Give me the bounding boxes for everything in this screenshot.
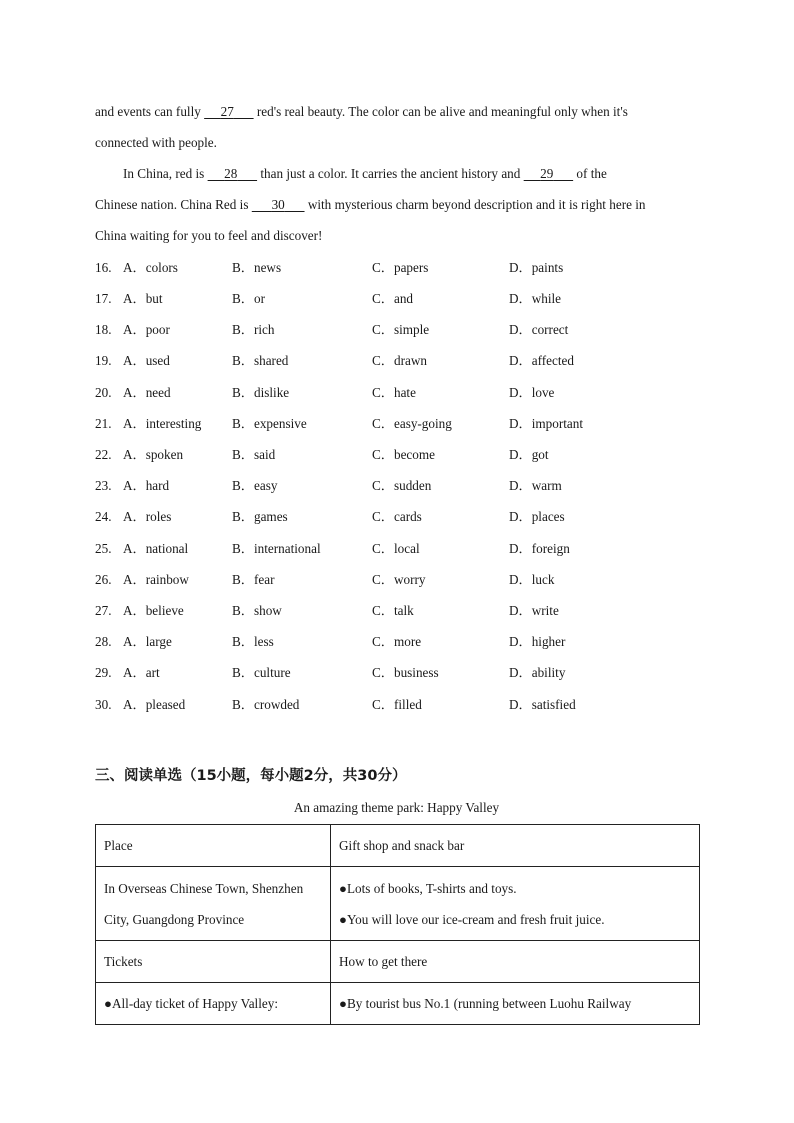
table-cell-tickets (96, 983, 331, 1025)
option-c: C．talk (372, 603, 414, 618)
option-c: C．simple (372, 322, 430, 337)
option-d: D．satisfied (509, 697, 576, 712)
option-d: D．ability (509, 665, 566, 680)
option-c: C．and (372, 291, 414, 306)
option-c: C．drawn (372, 353, 427, 368)
option-d: D．while (509, 291, 562, 306)
section-title: 三、阅读单选（15小题，每小题2分，共30分） (95, 768, 407, 784)
option-b: B．easy (232, 478, 278, 493)
option-a: A．spoken (123, 447, 184, 462)
blank-29 (524, 165, 573, 183)
question-row (95, 321, 715, 339)
option-a: A．large (123, 634, 172, 649)
question-number: 26. (95, 572, 112, 587)
question-row (95, 477, 715, 495)
question-number: 29. (95, 665, 112, 680)
question-row (95, 446, 715, 464)
option-a: A．need (123, 385, 171, 400)
table-row (96, 867, 700, 941)
option-a: A．believe (123, 603, 184, 618)
question-number: 20. (95, 385, 112, 400)
option-d: D．paints (509, 260, 564, 275)
question-row (95, 540, 715, 558)
option-c: C．more (372, 634, 422, 649)
table-cell-directions-header: How to get there (331, 941, 700, 983)
option-b: B．expensive (232, 416, 307, 431)
question-row (95, 259, 715, 277)
option-d: D．warm (509, 478, 562, 493)
question-row (95, 571, 715, 589)
question-number: 23. (95, 478, 112, 493)
option-d: D．important (509, 416, 583, 431)
cell-line: City, Guangdong Province (104, 911, 245, 927)
text: Chinese nation. China Red is (95, 197, 252, 212)
option-c: C．local (372, 541, 420, 556)
option-c: C．business (372, 665, 439, 680)
option-b: B．rich (232, 322, 275, 337)
option-b: B．show (232, 603, 282, 618)
table-cell-place (96, 867, 331, 941)
option-b: B．shared (232, 353, 289, 368)
info-table (95, 824, 700, 1025)
option-a: A．roles (123, 509, 172, 524)
blank-27 (204, 103, 253, 121)
option-d: D．higher (509, 634, 566, 649)
question-number: 16. (95, 260, 112, 275)
blank-29-number: 29 (540, 166, 554, 181)
blank-30-number: 30 (271, 197, 285, 212)
question-row (95, 352, 715, 370)
option-a: A．hard (123, 478, 170, 493)
option-b: B．news (232, 260, 282, 275)
option-c: C．papers (372, 260, 429, 275)
option-a: A．interesting (123, 416, 202, 431)
question-number: 24. (95, 509, 112, 524)
table-cell-tickets-header: Tickets (96, 941, 331, 983)
option-a: A．colors (123, 260, 178, 275)
option-a: A．used (123, 353, 170, 368)
option-a: A．but (123, 291, 163, 306)
option-d: D．correct (509, 322, 569, 337)
option-c: C．become (372, 447, 435, 462)
table-row (96, 983, 700, 1025)
question-row (95, 508, 715, 526)
question-number: 17. (95, 291, 112, 306)
question-number: 30. (95, 697, 112, 712)
option-c: C．worry (372, 572, 426, 587)
option-c: C．cards (372, 509, 422, 524)
option-a: A．poor (123, 322, 170, 337)
cell-line: ●Lots of books, T-shirts and toys. (339, 880, 517, 896)
table-row (96, 825, 700, 867)
table-cell-gift-shop-header: Gift shop and snack bar (331, 825, 700, 867)
option-d: D．luck (509, 572, 555, 587)
cell-line: ●All-day ticket of Happy Valley: (104, 996, 278, 1011)
option-d: D．places (509, 509, 565, 524)
question-row (95, 696, 715, 714)
option-d: D．love (509, 385, 555, 400)
question-row (95, 290, 715, 308)
option-a: A．national (123, 541, 189, 556)
question-number: 18. (95, 322, 112, 337)
question-number: 21. (95, 416, 112, 431)
blank-28 (208, 165, 257, 183)
option-d: D．write (509, 603, 559, 618)
text: and events can fully (95, 104, 205, 119)
text: than just a color. It carries the ancient history and (257, 166, 524, 181)
question-number: 25. (95, 541, 112, 556)
table-row (96, 941, 700, 983)
option-a: A．pleased (123, 697, 186, 712)
table-caption: An amazing theme park: Happy Valley (293, 800, 500, 815)
question-number: 22. (95, 447, 112, 462)
blank-28-number: 28 (224, 166, 238, 181)
text: with mysterious charm beyond description and it is right here in (304, 197, 646, 212)
option-b: B．games (232, 509, 288, 524)
option-c: C．easy-going (372, 416, 452, 431)
blank-30 (252, 196, 305, 214)
question-row (95, 664, 715, 682)
option-c: C．hate (372, 385, 416, 400)
passage-line-2: connected with people. (95, 135, 217, 150)
option-b: B．less (232, 634, 274, 649)
text: of the (573, 166, 607, 181)
question-row (95, 602, 715, 620)
question-number: 19. (95, 353, 112, 368)
option-d: D．got (509, 447, 549, 462)
text: red's real beauty. The color can be alive and meaningful only when it's (253, 104, 628, 119)
passage-line-1 (95, 103, 628, 121)
cell-line: ●You will love our ice-cream and fresh fruit juice. (339, 911, 605, 927)
passage-line-3 (123, 165, 607, 183)
option-b: B．dislike (232, 385, 290, 400)
question-row (95, 633, 715, 651)
option-b: B．crowded (232, 697, 300, 712)
question-number: 27. (95, 603, 112, 618)
question-row (95, 415, 715, 433)
option-c: C．sudden (372, 478, 432, 493)
cell-line: In Overseas Chinese Town, Shenzhen (104, 880, 304, 896)
option-a: A．art (123, 665, 160, 680)
table-cell-place-header: Place (96, 825, 331, 867)
option-b: B．or (232, 291, 265, 306)
blank-27-number: 27 (220, 104, 234, 119)
question-row (95, 384, 715, 402)
question-number: 28. (95, 634, 112, 649)
option-b: B．fear (232, 572, 275, 587)
passage-line-5: China waiting for you to feel and discover! (95, 228, 323, 243)
table-cell-gift-shop (331, 867, 700, 941)
option-b: B．culture (232, 665, 291, 680)
option-c: C．filled (372, 697, 422, 712)
option-d: D．foreign (509, 541, 570, 556)
option-a: A．rainbow (123, 572, 189, 587)
option-b: B．international (232, 541, 321, 556)
table-cell-directions (331, 983, 700, 1025)
option-b: B．said (232, 447, 276, 462)
passage-line-4 (95, 196, 646, 214)
cell-line: ●By tourist bus No.1 (running between Luohu Railway (339, 996, 632, 1011)
text: In China, red is (123, 166, 208, 181)
option-d: D．affected (509, 353, 574, 368)
